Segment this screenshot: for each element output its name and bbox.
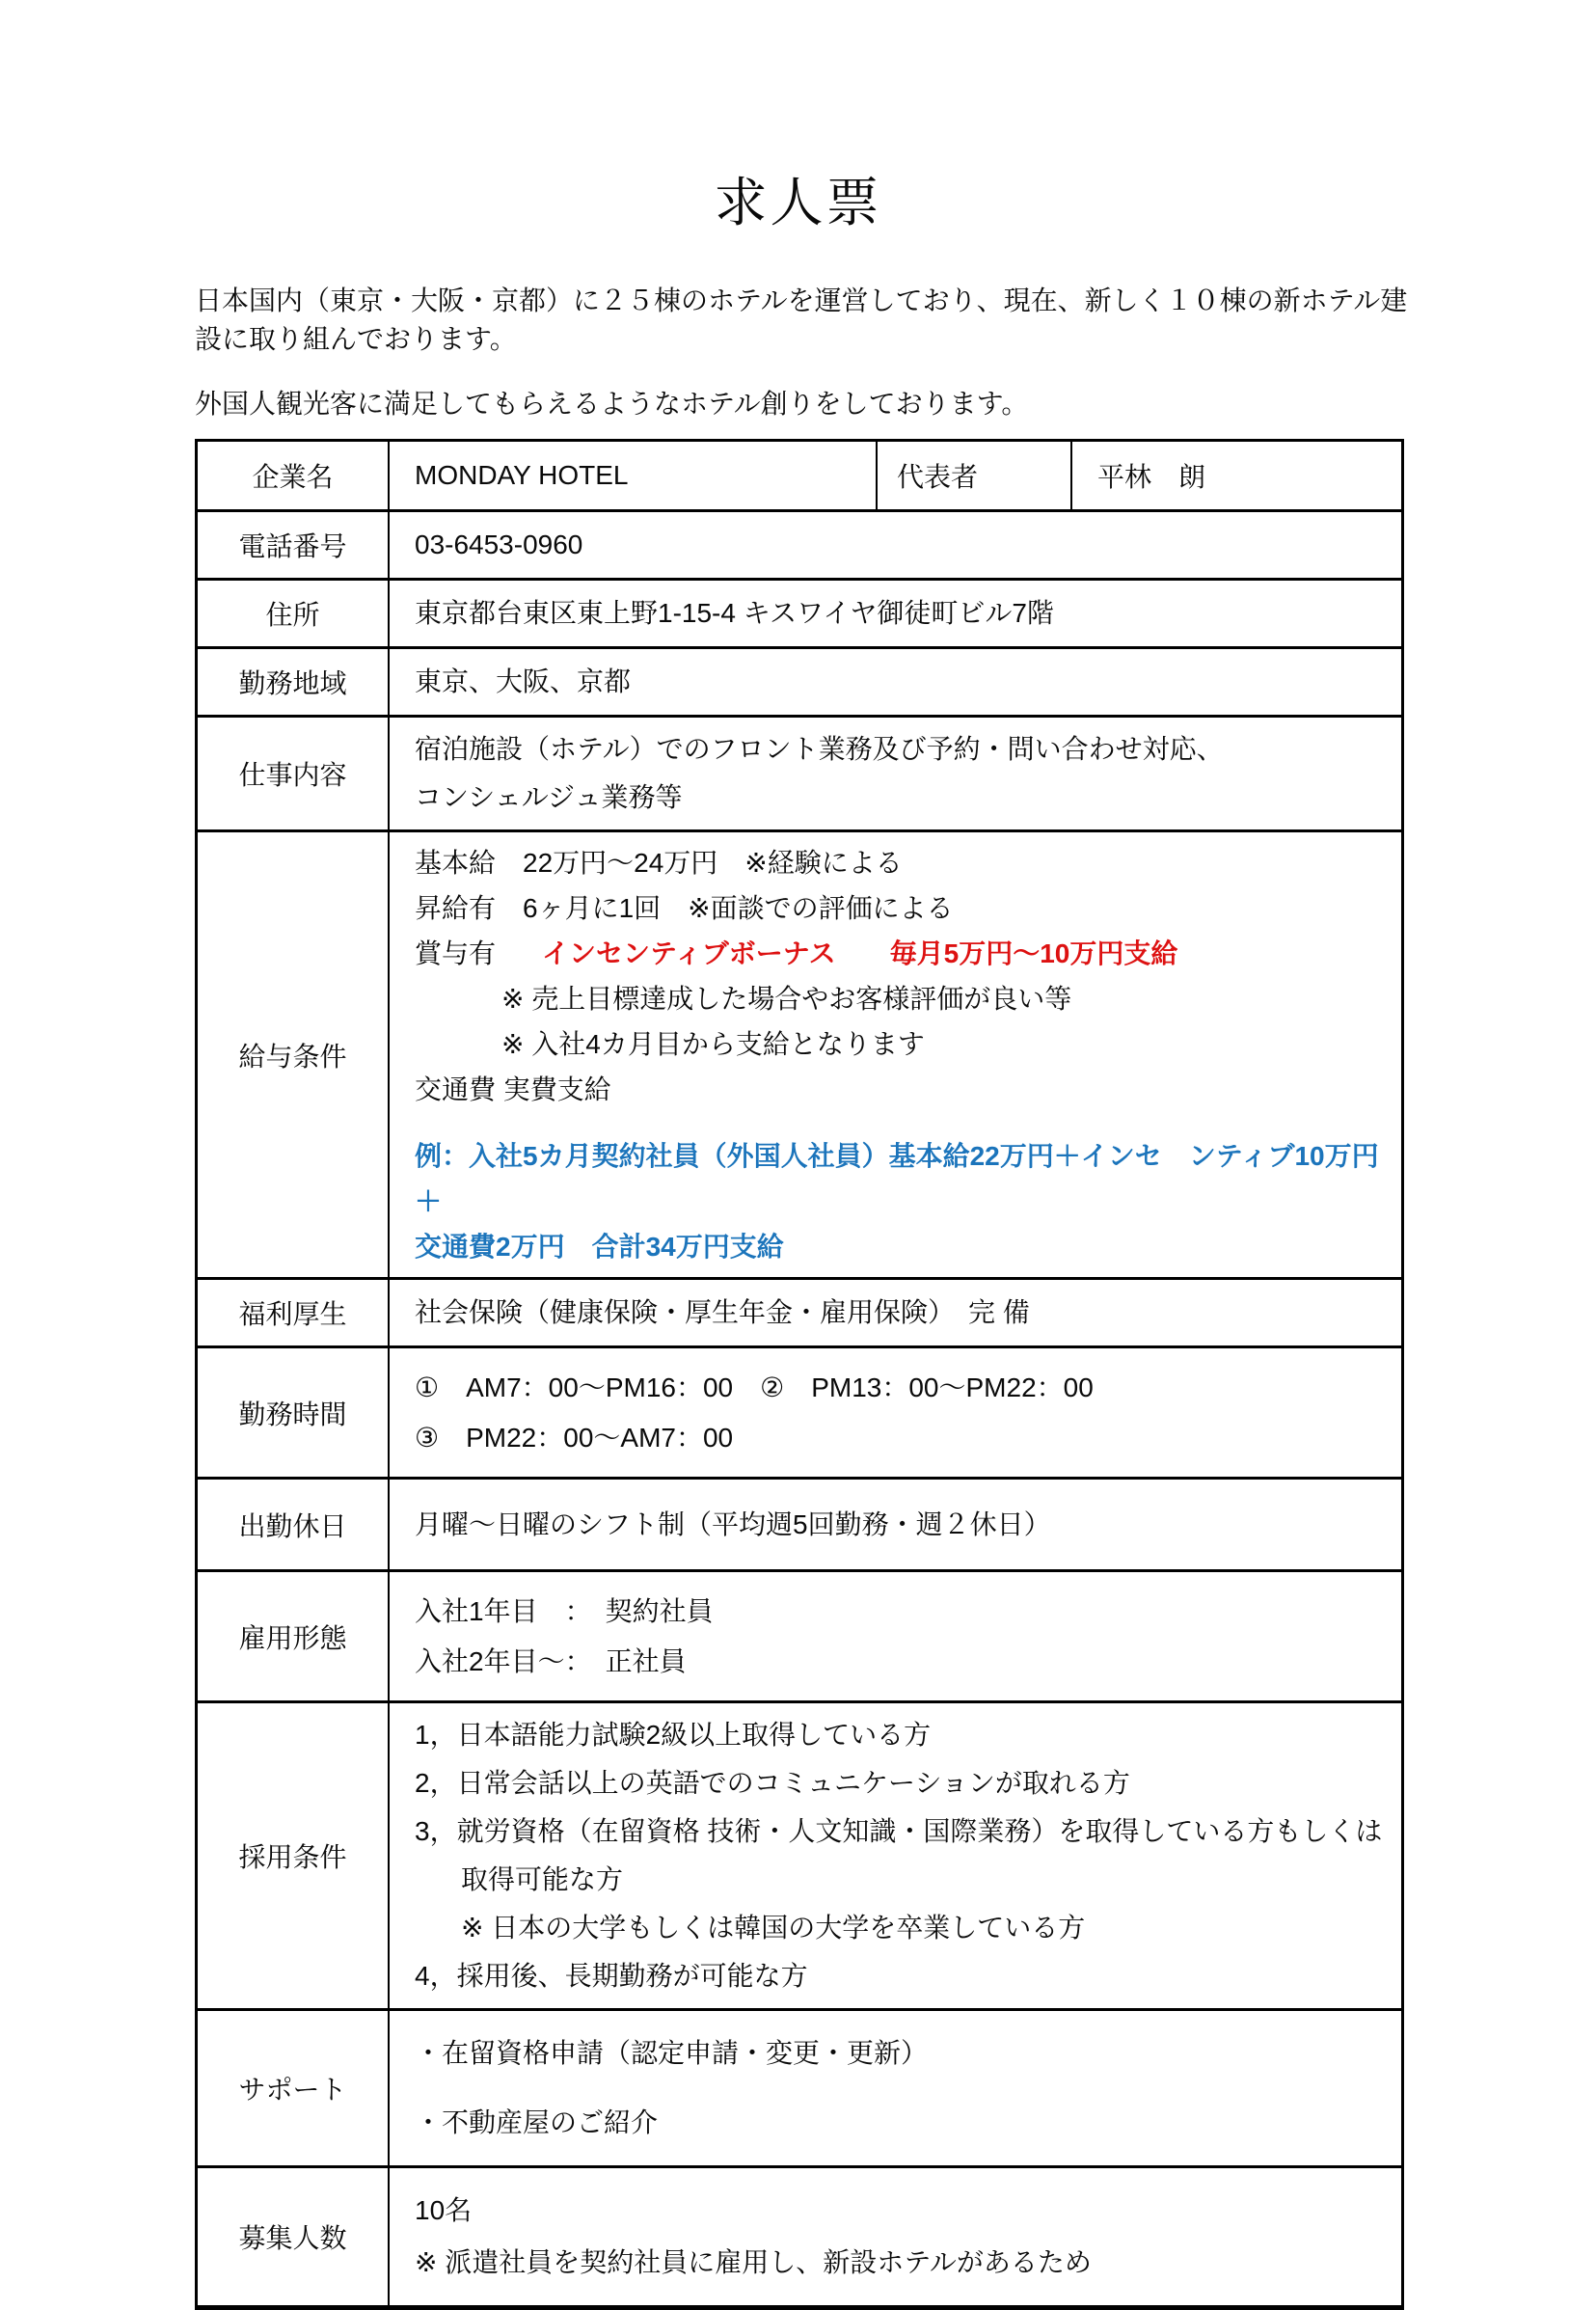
intro-paragraph-2: 外国人観光客に満足してもらえるようなホテル創りをしております。 [195, 389, 1029, 419]
salary-example-line-1: 例：入社5カ月契約社員（外国人社員）基本給22万円＋インセ ンティブ10万円＋ [415, 1141, 1379, 1216]
row-label-employment-type: 雇用形態 [198, 1572, 390, 1700]
table-row-work-hours [198, 1345, 1401, 1477]
support-value [390, 2011, 1401, 2165]
row-label-salary: 給与条件 [198, 832, 390, 1277]
address-text: 東京都台東区東上野1-15-4 キスワイヤ御徒町ビル7階 [415, 598, 1054, 628]
salary-bonus-label: 賞与有 [415, 938, 497, 968]
row-label-work-hours: 勤務時間 [198, 1348, 390, 1477]
salary-bonus-note-1: ※ 売上目標達成した場合やお客様評価が良い等 [501, 984, 1072, 1014]
salary-raise-line: 昇給有 6ヶ月に1回 ※面談での評価による [415, 893, 954, 923]
job-details-table [195, 439, 1404, 2310]
row-label-work-days: 出勤休日 [198, 1480, 390, 1569]
table-row-salary [198, 829, 1401, 1277]
page-title: 求人票 [714, 173, 882, 232]
row-label-representative: 代表者 [876, 442, 1070, 509]
table-row-work-days [198, 1477, 1401, 1569]
table-row-company [198, 442, 1401, 509]
salary-bonus-line [415, 931, 1384, 976]
row-label-benefits: 福利厚生 [198, 1280, 390, 1345]
intro-section [195, 282, 1420, 449]
work-hours-value [390, 1348, 1401, 1477]
table-row-benefits [198, 1277, 1401, 1345]
requirement-item-4: 4，採用後、長期勤務が可能な方 [415, 1961, 808, 1991]
benefits-value [390, 1280, 1401, 1345]
work-area-value [390, 649, 1401, 715]
table-row-support [198, 2008, 1401, 2165]
row-label-address: 住所 [198, 581, 390, 646]
job-description-line-2: コンシェルジュ業務等 [415, 782, 683, 812]
incentive-bonus-highlight: インセンティブボーナス 毎月5万円～10万円支給 [542, 938, 1178, 968]
address-value [390, 581, 1401, 646]
salary-example-note [415, 1133, 1384, 1269]
requirement-item-2: 2，日常会話以上の英語でのコミュニケーションが取れる方 [415, 1768, 1130, 1798]
openings-value [390, 2168, 1401, 2305]
table-row-employment-type [198, 1569, 1401, 1700]
table-row-work-area [198, 646, 1401, 715]
table-row-phone [198, 509, 1401, 578]
row-label-company: 企業名 [198, 442, 390, 509]
phone-number-text: 03-6453-0960 [415, 530, 583, 559]
requirement-item-3: 3，就労資格（在留資格 技術・人文知識・国際業務）を取得している方もしくは [415, 1816, 1383, 1846]
table-row-requirements [198, 1700, 1401, 2008]
work-area-text: 東京、大阪、京都 [415, 666, 632, 696]
row-label-phone: 電話番号 [198, 512, 390, 578]
work-hours-line-1: ① AM7：00～PM16：00 ② PM13：00～PM22：00 [415, 1372, 1094, 1402]
row-label-openings: 募集人数 [198, 2168, 390, 2305]
employment-type-line-1: 入社1年目 ： 契約社員 [415, 1595, 714, 1626]
row-label-job-description: 仕事内容 [198, 718, 390, 829]
salary-value [390, 832, 1401, 1277]
company-name-text: MONDAY HOTEL [415, 460, 629, 490]
phone-value [390, 512, 1401, 578]
row-label-support: サポート [198, 2011, 390, 2165]
support-line-2: ・不動産屋のご紹介 [415, 2107, 659, 2137]
salary-example-line-2: 交通費2万円 合計34万円支給 [415, 1232, 784, 1262]
salary-base-line: 基本給 22万円～24万円 ※経験による [415, 848, 903, 878]
employment-type-line-2: 入社2年目～： 正社員 [415, 1645, 687, 1676]
openings-note: ※ 派遣社員を契約社員に雇用し、新設ホテルがあるため [415, 2247, 1092, 2277]
company-name-value [390, 442, 876, 509]
work-hours-line-2: ③ PM22：00～AM7：00 [415, 1422, 734, 1453]
representative-name-value: 平林 朗 [1070, 442, 1401, 509]
table-row-address [198, 578, 1401, 646]
support-line-1: ・在留資格申請（認定申請・変更・更新） [415, 2038, 929, 2068]
requirement-item-3-cont: 取得可能な方 [461, 1864, 624, 1894]
salary-transport-line: 交通費 実費支給 [415, 1074, 611, 1104]
requirement-item-1: 1，日本語能力試験2級以上取得している方 [415, 1720, 932, 1750]
work-days-text: 月曜～日曜のシフト制（平均週5回勤務・週２休日） [415, 1508, 1051, 1539]
row-label-work-area: 勤務地域 [198, 649, 390, 715]
requirement-item-3-note: ※ 日本の大学もしくは韓国の大学を卒業している方 [461, 1913, 1086, 1943]
row-label-requirements: 採用条件 [198, 1703, 390, 2008]
salary-bonus-note-2: ※ 入社4カ月目から支給となります [501, 1029, 925, 1059]
work-days-value [390, 1480, 1401, 1569]
requirements-value [390, 1703, 1401, 2008]
intro-paragraph-1: 日本国内（東京・大阪・京都）に２５棟のホテルを運営しており、現在、新しく１０棟の新ホテル建設に取り組んでおります。 [195, 285, 1408, 354]
job-description-line-1: 宿泊施設（ホテル）でのフロント業務及び予約・問い合わせ対応、 [415, 734, 1224, 764]
openings-count: 10名 [415, 2195, 473, 2225]
table-row-openings [198, 2165, 1401, 2305]
employment-type-value [390, 1572, 1401, 1700]
job-description-value [390, 718, 1401, 829]
table-row-job-description [198, 715, 1401, 829]
benefits-text: 社会保険（健康保険・厚生年金・雇用保険） 完 備 [415, 1297, 1030, 1327]
